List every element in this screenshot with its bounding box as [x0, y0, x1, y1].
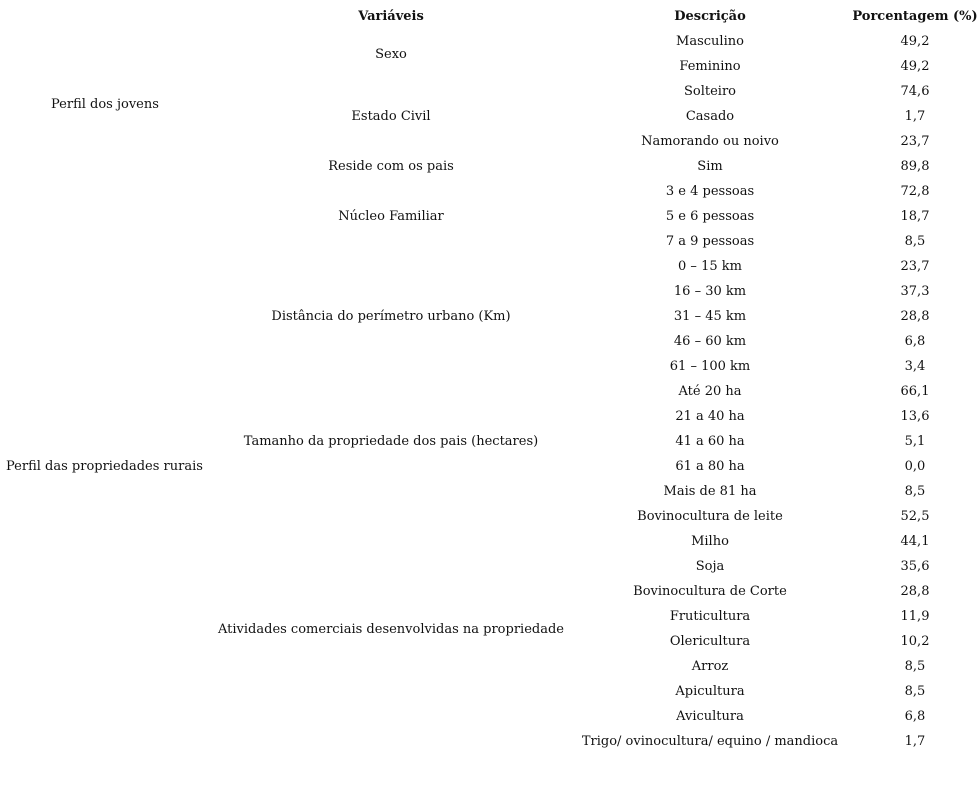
description-cell: Milho	[691, 534, 729, 549]
percentage-cell: 6,8	[904, 709, 926, 724]
description-cell: Apicultura	[675, 684, 745, 699]
description-cell: Feminino	[679, 59, 741, 74]
percentage-cell: 1,7	[904, 734, 926, 749]
variable-property-size: Tamanho da propriedade dos pais (hectares)	[243, 434, 539, 449]
percentage-cell: 3,4	[904, 359, 926, 374]
percentage-cell: 74,6	[900, 84, 930, 99]
description-cell: Fruticultura	[669, 609, 751, 624]
percentage-cell: 8,5	[904, 234, 926, 249]
percentage-cell: 6,8	[904, 334, 926, 349]
percentage-cell: 5,1	[904, 434, 926, 449]
group-label-properties: Perfil das propriedades rurais	[6, 459, 203, 474]
percentage-cell: 37,3	[900, 284, 930, 299]
description-cell: Solteiro	[683, 84, 736, 99]
description-cell: Avicultura	[676, 709, 744, 724]
percentage-cell: 28,8	[900, 584, 930, 599]
description-cell: 3 e 4 pessoas	[665, 184, 755, 199]
variable-marital-status: Estado Civil	[351, 109, 431, 124]
percentage-cell: 8,5	[904, 484, 926, 499]
description-cell: 61 a 80 ha	[675, 459, 745, 474]
header-percentage: Porcentagem (%)	[852, 9, 978, 24]
percentage-cell: 18,7	[900, 209, 930, 224]
group-label-youth: Perfil dos jovens	[51, 96, 159, 112]
description-cell: Soja	[695, 559, 725, 574]
percentage-cell: 10,2	[900, 634, 930, 649]
description-cell: Namorando ou noivo	[641, 134, 779, 149]
description-cell: Até 20 ha	[678, 384, 742, 399]
percentage-cell: 11,9	[900, 609, 930, 624]
percentage-cell: 89,8	[900, 159, 930, 174]
percentage-cell: 72,8	[900, 184, 930, 199]
percentage-cell: 8,5	[904, 684, 926, 699]
table-row	[0, 29, 978, 54]
description-cell: 31 – 45 km	[673, 309, 747, 324]
description-cell: Sim	[697, 159, 723, 174]
percentage-cell: 23,7	[900, 134, 930, 149]
description-cell: 46 – 60 km	[673, 334, 747, 349]
variable-distance: Distância do perímetro urbano (Km)	[271, 309, 511, 324]
table-header-row	[0, 4, 978, 29]
description-cell: Casado	[685, 109, 735, 124]
description-cell: Masculino	[676, 34, 744, 49]
description-cell: Arroz	[691, 659, 729, 674]
variable-lives-with-parents: Reside com os pais	[328, 159, 454, 174]
table-row	[0, 179, 978, 204]
percentage-cell: 0,0	[904, 459, 926, 474]
description-cell: Mais de 81 ha	[663, 484, 757, 499]
header-group	[0, 4, 214, 29]
description-cell: 16 – 30 km	[673, 284, 747, 299]
header-variables: Variáveis	[358, 9, 424, 24]
percentage-cell: 66,1	[900, 384, 930, 399]
percentage-cell: 28,8	[900, 309, 930, 324]
percentage-cell: 49,2	[900, 34, 930, 49]
percentage-cell: 44,1	[900, 534, 930, 549]
percentage-cell: 8,5	[904, 659, 926, 674]
description-cell: 21 a 40 ha	[675, 409, 745, 424]
results-table	[0, 4, 978, 754]
percentage-cell: 52,5	[900, 509, 930, 524]
variable-sex: Sexo	[375, 46, 407, 62]
description-cell: 41 a 60 ha	[675, 434, 745, 449]
description-cell: Bovinocultura de Corte	[633, 584, 787, 599]
percentage-cell: 23,7	[900, 259, 930, 274]
percentage-cell: 1,7	[904, 109, 926, 124]
description-cell: 7 a 9 pessoas	[665, 234, 755, 249]
description-cell: Trigo/ ovinocultura/ equino / mandioca	[581, 734, 839, 749]
description-cell: 5 e 6 pessoas	[665, 209, 755, 224]
description-cell: 61 – 100 km	[669, 359, 751, 374]
description-cell: Olericultura	[669, 634, 751, 649]
description-cell: Bovinocultura de leite	[637, 509, 783, 524]
description-cell: 0 – 15 km	[678, 259, 742, 274]
variable-family-nucleus: Núcleo Familiar	[338, 209, 444, 224]
percentage-cell: 35,6	[900, 559, 930, 574]
variable-activities: Atividades comerciais desenvolvidas na propriedade	[218, 621, 564, 637]
percentage-cell: 49,2	[900, 59, 930, 74]
header-description: Descrição	[674, 9, 746, 24]
percentage-cell: 13,6	[900, 409, 930, 424]
